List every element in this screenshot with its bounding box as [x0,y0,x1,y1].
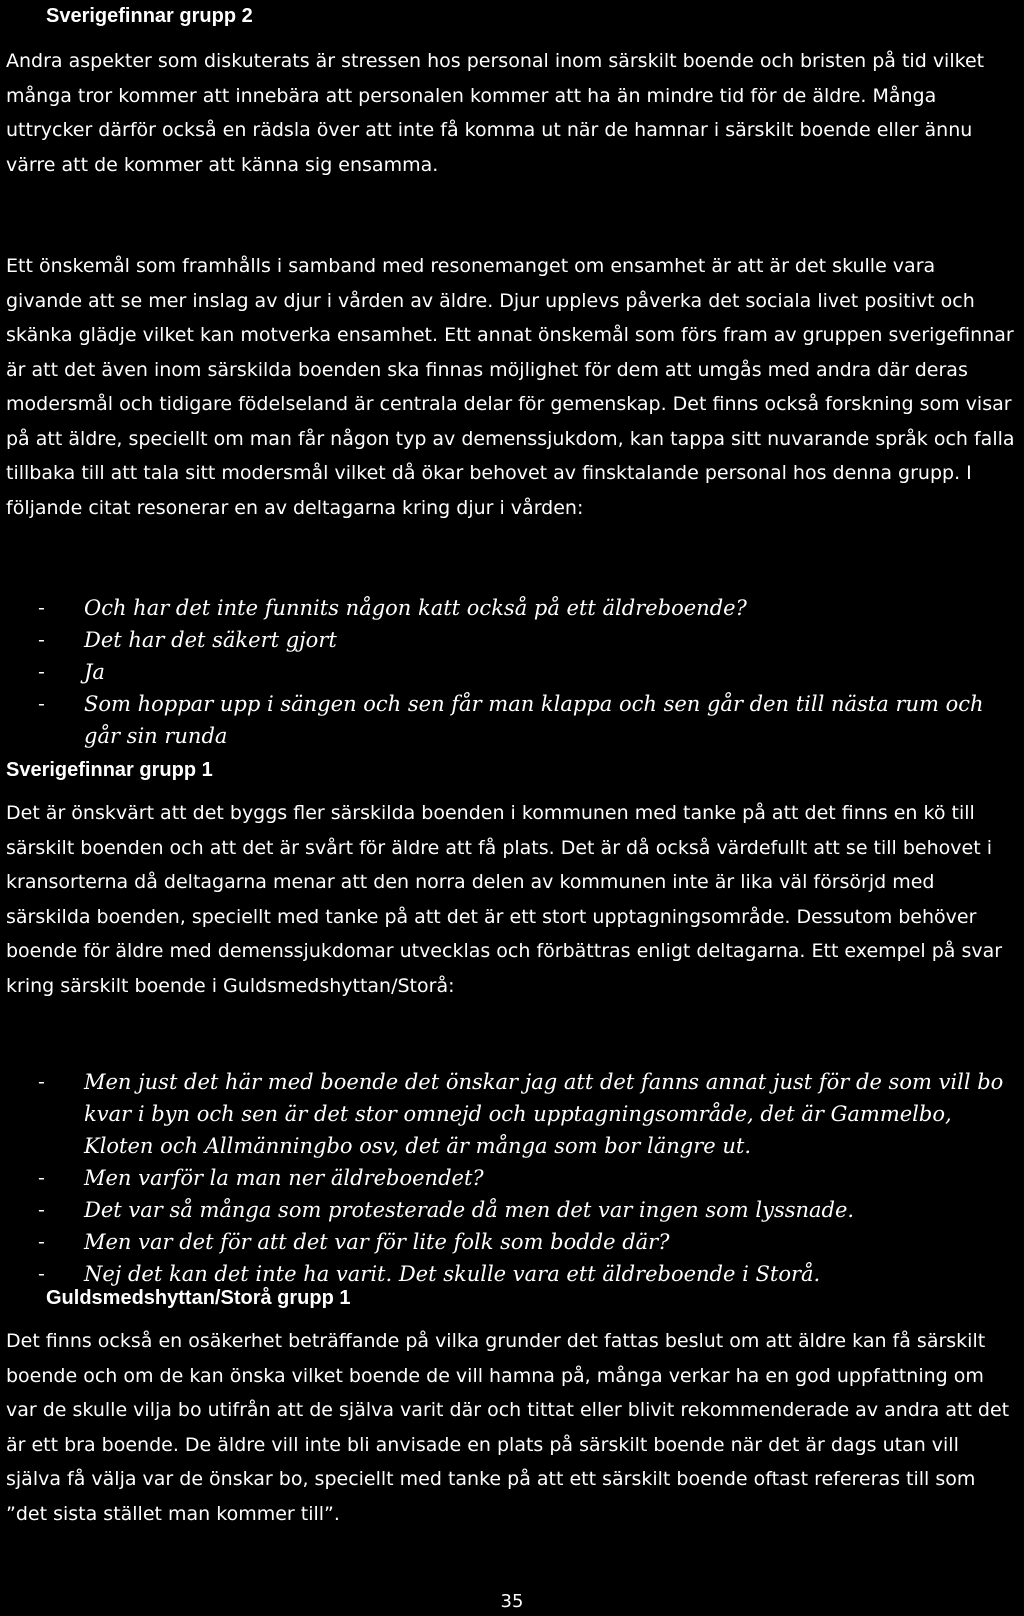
section-heading: Sverigefinnar grupp 2 [46,5,253,27]
page-number: 35 [500,1591,524,1612]
quote-item [6,688,1016,752]
quote-item [6,1194,1016,1226]
quote-text: Men varför la man ner äldreboendet? [84,1166,484,1190]
paragraph: Ett önskemål som framhålls i samband med resonemanget om ensamhet är att är det skulle vara givande att se mer inslag av djur i vården av äldre. Djur upplevs påverka det sociala livet positivt och skänka glädje vilket kan motverka ensamhet. Ett annat önskemål som förs fram av gruppen sverigefinnar är att det även inom särskilda boenden ska finnas möjlighet för dem att umgås med andra där deras modersmål och tidigare födelseland är centrala delar för gemenskap. Det finns också forskning som visar på att äldre, speciellt om man får någon typ av demenssjukdom, kan tappa sitt nuvarande språk och falla tillbaka till att tala sitt modersmål vilket då ökar behovet av finsktalande personal hos denna grupp. I följande citat resonerar en av deltagarna kring djur i vården: [6,255,1015,519]
dash-marker: - [38,629,45,651]
section-heading: Sverigefinnar grupp 1 [6,759,213,781]
dash-marker: - [38,1167,45,1189]
dash-marker: - [38,1263,45,1285]
dash-marker: - [38,1231,45,1253]
section-heading: Guldsmedshyttan/Storå grupp 1 [46,1287,351,1309]
quote-item [6,624,1016,656]
quote-item [6,1226,1016,1258]
dash-marker: - [38,1199,45,1221]
quote-item [6,1162,1016,1194]
quote-text: Nej det kan det inte ha varit. Det skulle vara ett äldreboende i Storå. [84,1262,821,1286]
quote-text: Som hoppar upp i sängen och sen får man klappa och sen går den till nästa rum och går sin runda [84,692,984,748]
paragraph: Andra aspekter som diskuterats är stressen hos personal inom särskilt boende och bristen på tid vilket många tror kommer att innebära att personalen kommer att ha än mindre tid för de äldre. Många uttrycker därför också en rädsla över att inte få komma ut när de hamnar i särskilt boende eller ännu värre att de kommer att känna sig ensamma. [6,50,985,176]
quote-text: Och har det inte funnits någon katt också på ett äldreboende? [84,596,747,620]
dash-marker: - [38,1071,45,1093]
quote-list [6,1066,1016,1290]
dash-marker: - [38,597,45,619]
quote-list [6,592,1016,752]
dash-marker: - [38,693,45,715]
quote-text: Men var det för att det var för lite folk som bodde där? [84,1230,670,1254]
quote-item [6,1066,1016,1162]
paragraph: Det finns också en osäkerhet beträffande på vilka grunder det fattas beslut om att äldre kan få särskilt boende och om de kan önska vilket boende de vill hamna på, många verkar ha en god uppfattning om var de skulle vilja bo utifrån att de själva varit där och tittat eller blivit rekommenderade av andra att det är ett bra boende. De äldre vill inte bli anvisade en plats på särskilt boende när det är dags utan vill själva få välja var de önskar bo, speciellt med tanke på att ett särskilt boende oftast refereras till som ”det sista stället man kommer till”. [6,1330,1010,1525]
paragraph: Det är önskvärt att det byggs fler särskilda boenden i kommunen med tanke på att det finns en kö till särskilt boenden och att det är svårt för äldre att få plats. Det är då också värdefullt att se till behovet i kransorterna då deltagarna menar att den norra delen av kommunen inte är lika väl försörjd med särskilda boenden, speciellt med tanke på att det är ett stort upptagningsområde. Dessutom behöver boende för äldre med demenssjukdomar utvecklas och förbättras enligt deltagarna. Ett exempel på svar kring särskilt boende i Guldsmedshyttan/Storå: [6,802,1003,997]
quote-text: Det var så många som protesterade då men det var ingen som lyssnade. [84,1198,855,1222]
quote-text: Det har det säkert gjort [84,628,337,652]
quote-item [6,656,1016,688]
quote-text: Men just det här med boende det önskar jag att det fanns annat just för de som vill bo kvar i byn och sen är det stor omnejd och upptagningsområde, det är Gammelbo, Kloten och Allmänningbo osv, det är många som bor längre ut. [84,1070,1004,1158]
quote-item [6,592,1016,624]
quote-text: Ja [84,660,105,684]
dash-marker: - [38,661,45,683]
